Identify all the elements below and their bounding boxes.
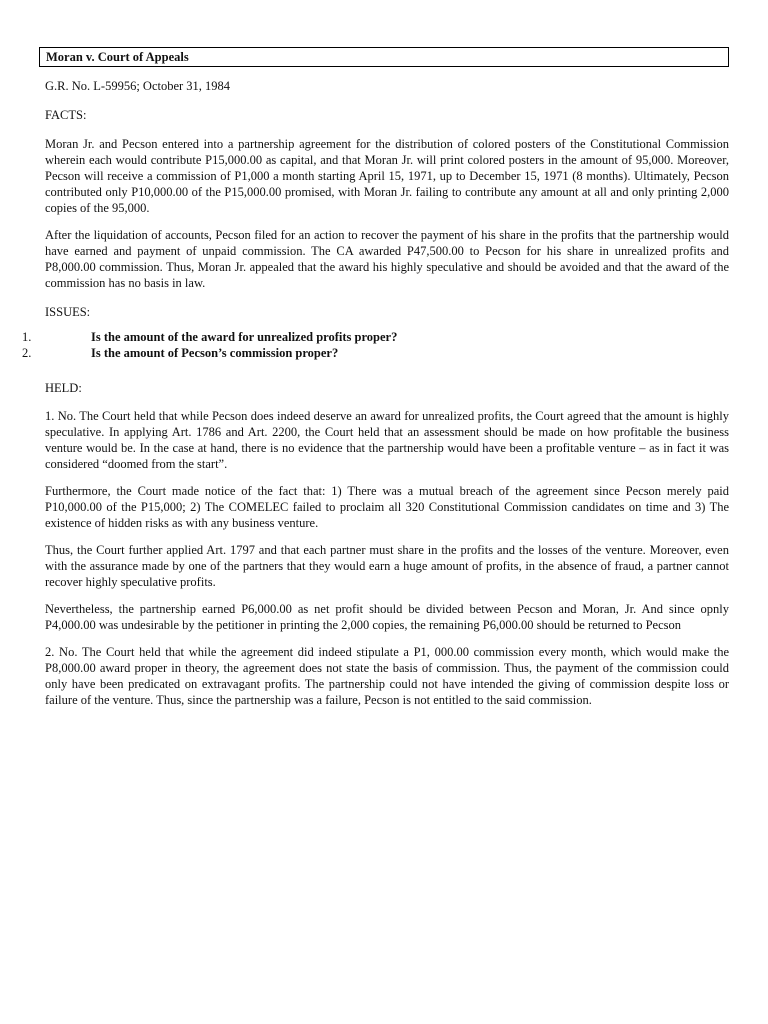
facts-paragraph-2: After the liquidation of accounts, Pecson filed for an action to recover the payment of his share in the profits that the partnership would have earned and payment of unpaid commission. The CA awarded P47,500.00 to Pecson for his share in unrealized profits and P8,000.00 commission. Thus, Moran Jr. appealed that the award his highly speculative and should be avoided and that the award of the commission has no basis in law. [45,228,729,290]
facts-heading: FACTS: [45,108,87,122]
issue-item [22,329,729,345]
held-paragraph-4: Nevertheless, the partnership earned P6,000.00 as net profit should be divided between Pecson and Moran, Jr. And since opnly P4,000.00 was undesirable by the petitioner in printing the 2,000 copies, the remaining P6,000.00 should be returned to Pecson [45,602,729,632]
case-citation: G.R. No. L-59956; October 31, 1984 [45,79,231,93]
issue-number: 2. [22,346,32,360]
issues-list [22,329,729,361]
issue-text: Is the amount of Pecson’s commission proper? [91,346,339,360]
issue-text: Is the amount of the award for unrealized profits proper? [91,330,398,344]
issue-item [22,345,729,361]
held-heading: HELD: [45,381,82,395]
held-paragraph-1: 1. No. The Court held that while Pecson does indeed deserve an award for unrealized profits, the Court agreed that the amount is highly speculative. In applying Art. 1786 and Art. 2200, the Court held that an assessment should be made on how profitable the business venture would be. In the case at hand, there is no evidence that the partnership would have been a profitable venture – as in fact it was considered “doomed from the start”. [45,409,729,471]
held-paragraph-2: Furthermore, the Court made notice of the fact that: 1) There was a mutual breach of the agreement since Pecson merely paid P10,000.00 of the P15,000; 2) The COMELEC failed to proclaim all 320 Constitutional Commission candidates on time and 3) The existence of hidden risks as with any business venture. [45,484,729,530]
held-paragraph-3: Thus, the Court further applied Art. 1797 and that each partner must share in the profits and the losses of the venture. Moreover, even with the assurance made by one of the partners that they would earn a huge amount of profits, in the absence of fraud, a partner cannot recover highly speculative profits. [45,543,729,589]
case-title: Moran v. Court of Appeals [39,47,729,67]
issue-number: 1. [22,330,32,344]
document-page [22,47,729,708]
issues-heading: ISSUES: [45,305,91,319]
facts-paragraph-1: Moran Jr. and Pecson entered into a partnership agreement for the distribution of colored posters of the Constitutional Commission wherein each would contribute P15,000.00 as capital, and that Moran Jr. will print colored posters in the amount of 95,000. Moreover, Pecson will receive a commission of P1,000 a month starting April 15, 1971, up to December 15, 1971 (8 months). Ultimately, Pecson contributed only P10,000.00 of the P15,000.00 promised, with Moran Jr. failing to contribute any amount at all and only printing 2,000 copies of the 95,000. [45,137,729,215]
held-paragraph-5: 2. No. The Court held that while the agreement did indeed stipulate a P1, 000.00 commission every month, which would make the P8,000.00 award proper in theory, the agreement does not state the basis of commission. Thus, the payment of the commission could only have been predicated on extravagant profits. The partnership could not have intended the giving of commission despite loss or failure of the venture. Thus, since the partnership was a failure, Pecson is not entitled to the said commission. [45,645,729,707]
